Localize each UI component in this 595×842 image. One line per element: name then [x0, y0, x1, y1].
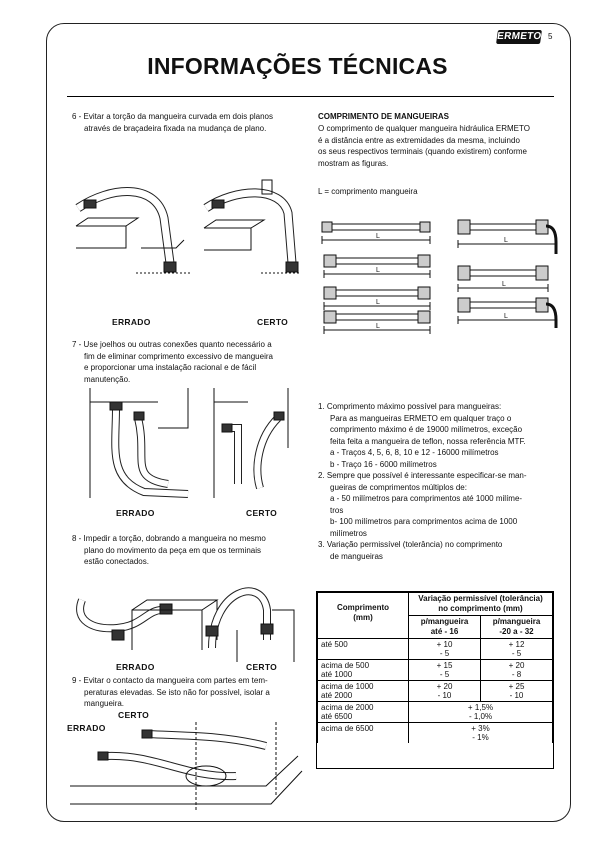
- title-underline: [67, 96, 554, 97]
- item-8-wrong-label: ERRADO: [116, 662, 155, 672]
- table-row: acima de 2000 até 6500 + 1,5% - 1,0%: [318, 702, 553, 723]
- item-9-right-label: CERTO: [118, 710, 150, 720]
- item-7-wrong-label: ERRADO: [116, 508, 155, 518]
- item-7-illustration: [88, 388, 298, 506]
- tolerance-table: [316, 591, 554, 769]
- col-header-20-to-32: p/mangueira -20 a - 32: [480, 616, 552, 639]
- section-heading: COMPRIMENTO DE MANGUEIRAS: [318, 112, 449, 121]
- intro-text: O comprimento de qualquer mangueira hidráulica ERMETO é a distância entre as extremidades da mesma, incluindo os seus respectivos terminais (quando existirem) conforme mostram as figuras.: [318, 124, 530, 168]
- dim-label: L: [376, 267, 380, 274]
- dim-label: L: [504, 237, 508, 244]
- table-row: acima de 6500 + 3% - 1%: [318, 723, 553, 744]
- item-6-wrong-label: ERRADO: [112, 317, 151, 327]
- page-number: 5: [548, 32, 553, 41]
- legend-text: L = comprimento mangueira: [318, 187, 418, 196]
- item-8-illustration: [72, 570, 297, 662]
- col-header-up-to-16: p/mangueira até - 16: [409, 616, 481, 639]
- dim-label: L: [502, 281, 506, 288]
- item-7-text: 7 - Use joelhos ou outras conexões quanto necessário a fim de eliminar comprimento excessivo de mangueira e proporcionar uma instalação racional e de fácil manutenção.: [72, 340, 273, 384]
- item-9-illustration: [66, 716, 306, 810]
- table-row: acima de 1000 até 2000 + 20 - 10 + 25 - 10: [318, 681, 553, 702]
- ermeto-logo: ERMETO: [496, 31, 543, 42]
- item-9-wrong-label: ERRADO: [67, 723, 106, 733]
- item-6-text: 6 - Evitar a torção da mangueira curvada em dois planos através de braçadeira fixada na mudança de plano.: [72, 112, 273, 133]
- item-7-right-label: CERTO: [246, 508, 278, 518]
- col-header-variation: Variação permissível (tolerância) no comprimento (mm): [409, 593, 553, 616]
- item-8-right-label: CERTO: [246, 662, 278, 672]
- notes-block: 1. Comprimento máximo possível para mangueiras: Para as mangueiras ERMETO em qualquer traço o comprimento máximo é de 19000 milímetros, exceção feita feita a mangueira de teflon, nossa referência MTF. a - Traços 4, 5, 6, 8, 10 e 12 - 16000 milímetros b - Traço 16 - 6000 milímetros 2. Sempre que possível é interessante especificar-se man- gueiras de comprimentos múltiplos de: a - 50 milímetros para comprimentos até 1000 milíme- tros b- 100 milímetros para comprimentos acima de 1000 milímetros 3. Variação permissível (tolerância) no comprimento de mangueiras: [318, 402, 527, 561]
- dim-label: L: [504, 313, 508, 320]
- table-row: acima de 500 até 1000 + 15 - 5 + 20 - 8: [318, 660, 553, 681]
- dim-label: L: [376, 233, 380, 240]
- item-8-text: 8 - Impedir a torção, dobrando a mangueira no mesmo plano do movimento da peça em que os terminais estão conectados.: [72, 534, 266, 566]
- dim-label: L: [376, 299, 380, 306]
- item-9-text: 9 - Evitar o contacto da mangueira com partes em tem- peraturas elevadas. Se isto não for possível, isolar a mangueira.: [72, 676, 270, 708]
- item-6-right-label: CERTO: [257, 317, 289, 327]
- dim-label: L: [376, 323, 380, 330]
- page-title: INFORMAÇÕES TÉCNICAS: [147, 53, 448, 79]
- col-header-length: Comprimento (mm): [318, 593, 409, 639]
- item-6-illustration: [66, 178, 306, 318]
- hose-length-diagrams: [318, 210, 568, 338]
- table-row: até 500 + 10 - 5 + 12 - 5: [318, 639, 553, 660]
